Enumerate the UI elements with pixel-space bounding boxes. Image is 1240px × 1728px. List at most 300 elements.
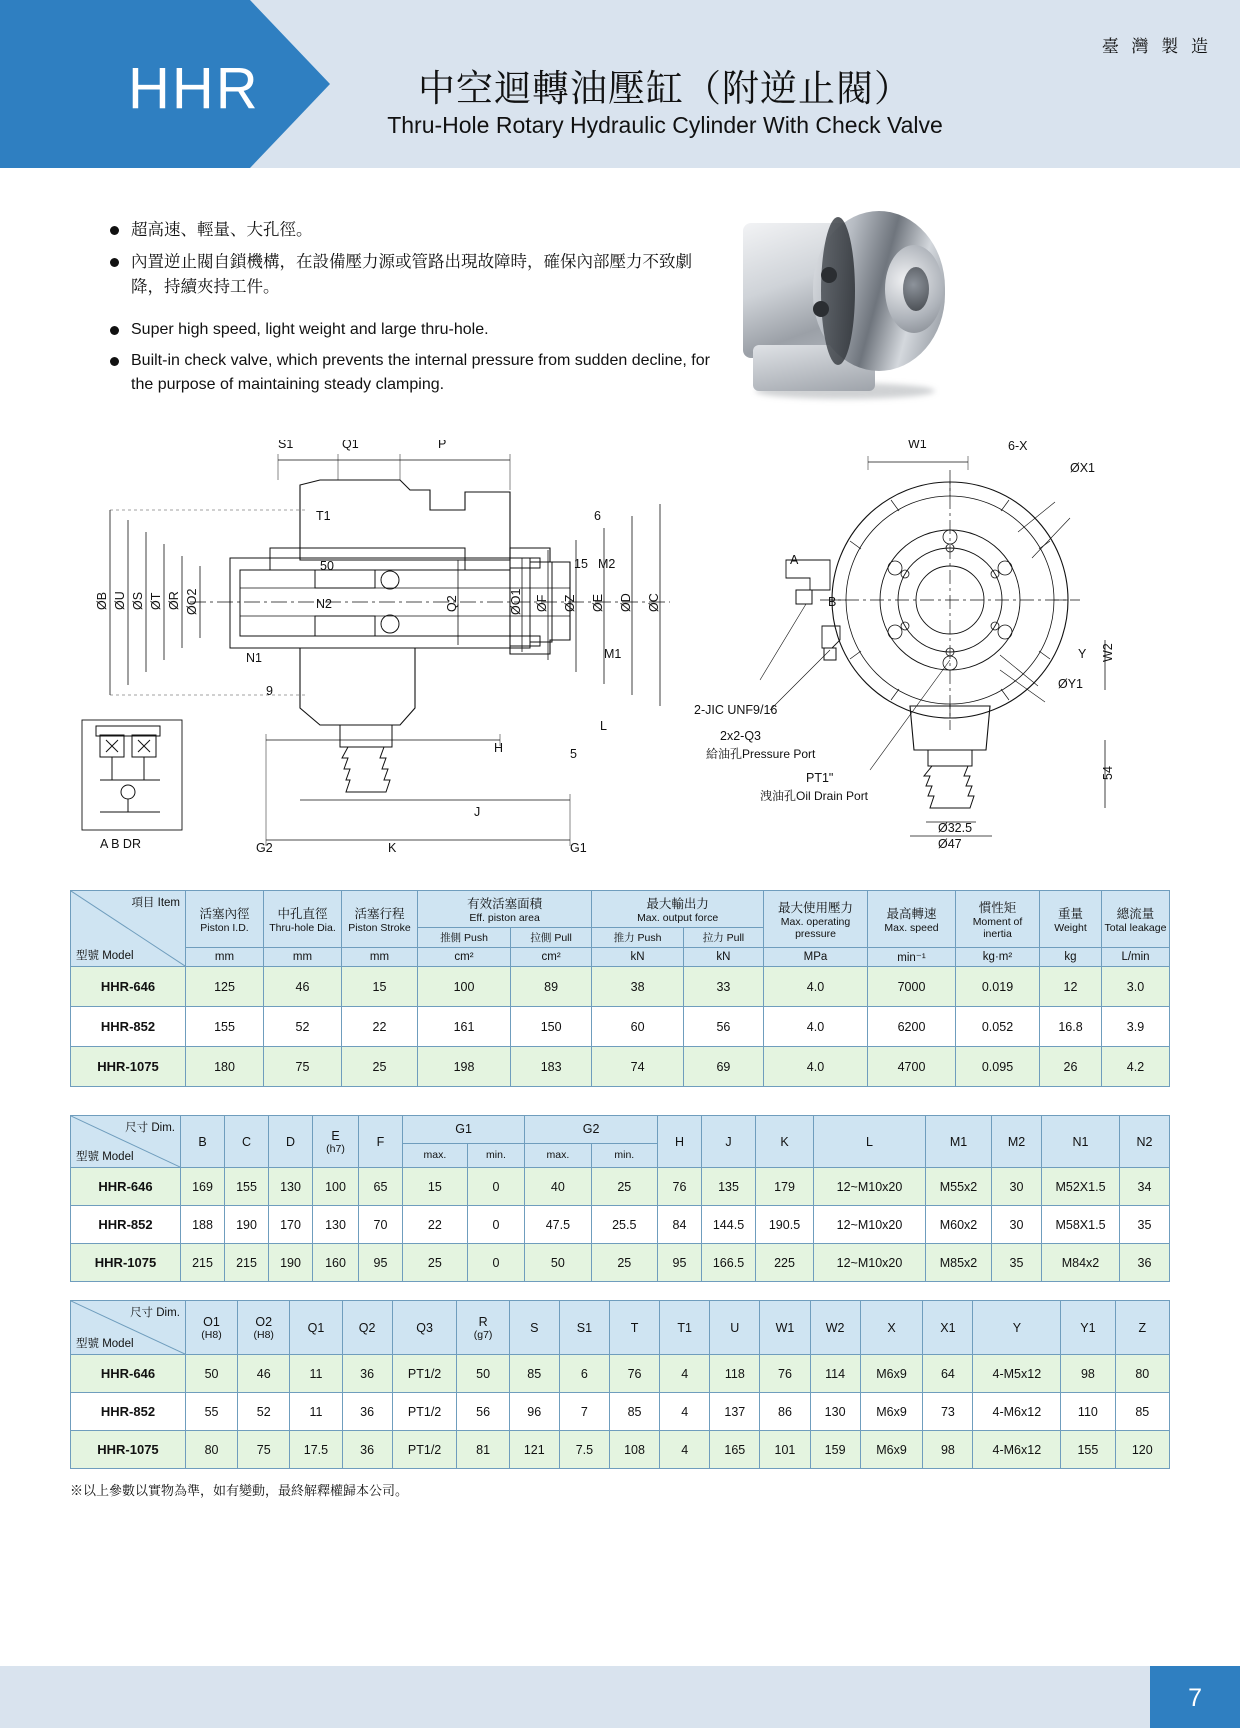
cell: 46: [238, 1355, 290, 1393]
col-leakage-en: Total leakage: [1104, 921, 1167, 934]
group-piston-area-en: Eff. piston area: [469, 911, 540, 924]
cell: 121: [509, 1431, 559, 1469]
cell: 144.5: [702, 1206, 756, 1244]
cell: 76: [658, 1168, 702, 1206]
col-weight-en: Weight: [1054, 921, 1087, 934]
table-row: [71, 1047, 1170, 1087]
col-e-label: E: [331, 1128, 340, 1143]
cell: 55: [185, 1393, 237, 1431]
row-model: HHR-1075: [71, 1244, 181, 1282]
subcol-force-push: 推力 Push: [592, 927, 684, 947]
col-max-pressure-en: Max. operating pressure: [780, 915, 851, 940]
page-title-cn: 中空迴轉油壓缸（附逆止閥）: [418, 68, 912, 109]
table-row: [71, 1007, 1170, 1047]
cell: 69: [683, 1047, 763, 1087]
col-m2: M2: [992, 1116, 1042, 1168]
dim-label-t1: T1: [316, 509, 331, 523]
photo-port-bolt-icon: [821, 267, 837, 283]
dim-label-g2: G2: [256, 841, 273, 855]
cell: 100: [418, 967, 511, 1007]
dim-label-9: 9: [266, 684, 273, 698]
photo-port-bolt-icon: [813, 301, 829, 317]
dim-label-m2: M2: [598, 557, 616, 571]
col-g1: G1: [403, 1116, 525, 1144]
cell: 25.5: [591, 1206, 657, 1244]
cell: 46: [264, 967, 342, 1007]
row-model: HHR-646: [71, 967, 186, 1007]
col-q1: Q1: [290, 1301, 342, 1355]
feature-item: [110, 318, 710, 342]
cell: 95: [658, 1244, 702, 1282]
col-weight-cn: 重量: [1057, 906, 1083, 921]
dim-label-p: P: [438, 440, 447, 451]
cell: 25: [591, 1244, 657, 1282]
feature-text-en-1: Super high speed, light weight and large thru-hole.: [131, 321, 489, 339]
cell: M55x2: [926, 1168, 992, 1206]
view-marker-a: A: [790, 553, 799, 567]
group-piston-area-cn: 有效活塞面積: [467, 896, 543, 911]
cell: PT1/2: [392, 1355, 457, 1393]
cell: 85: [609, 1393, 659, 1431]
table3-corner-model: 型號 Model: [76, 1338, 134, 1350]
group-output-cn: 最大輸出力: [646, 896, 709, 911]
cell: 4-M6x12: [973, 1393, 1061, 1431]
col-d: D: [269, 1116, 313, 1168]
cell: 22: [403, 1206, 468, 1244]
dim-label-diam-z: ØZ: [563, 594, 577, 612]
col-o2-sub: (H8): [253, 1328, 274, 1341]
dim-label-w1: W1: [908, 440, 927, 451]
cell: 80: [1115, 1355, 1169, 1393]
cell: 76: [609, 1355, 659, 1393]
col-s: S: [509, 1301, 559, 1355]
unit-speed: min⁻¹: [868, 947, 956, 966]
cell: 159: [810, 1431, 860, 1469]
col-inertia-cn: 慣性矩: [978, 900, 1017, 915]
dim-label-6-x: 6-X: [1008, 440, 1028, 453]
row-model: HHR-646: [71, 1168, 181, 1206]
cell: 89: [511, 967, 592, 1007]
cell: 98: [923, 1431, 973, 1469]
dim-label-diam-o2: ØO2: [185, 588, 199, 615]
col-o1-label: O1: [203, 1314, 220, 1329]
dim-label-6: 6: [594, 509, 601, 523]
col-n1: N1: [1042, 1116, 1120, 1168]
col-max-speed-en: Max. speed: [884, 921, 939, 934]
group-output-en: Max. output force: [637, 911, 719, 924]
col-inertia-en: Moment of inertia: [972, 915, 1023, 940]
row-model: HHR-852: [71, 1206, 181, 1244]
feature-item: [110, 250, 710, 300]
col-w1: W1: [760, 1301, 810, 1355]
col-q3: Q3: [392, 1301, 457, 1355]
cell: 215: [181, 1244, 225, 1282]
cell: 12~M10x20: [814, 1168, 926, 1206]
cell: 75: [264, 1047, 342, 1087]
cell: M60x2: [926, 1206, 992, 1244]
cell: 0: [467, 1206, 524, 1244]
table-row: [71, 1206, 1170, 1244]
dim-label-g1: G1: [570, 841, 587, 855]
dim-label-54: 54: [1101, 766, 1115, 780]
cell: 179: [756, 1168, 814, 1206]
callout-pressure-port: 給油孔Pressure Port: [706, 747, 816, 761]
table1-corner-item: 項目 Item: [131, 897, 180, 909]
made-in-label: 臺 灣 製 造: [1101, 37, 1212, 56]
cell: 22: [342, 1007, 418, 1047]
cell: 100: [313, 1168, 359, 1206]
unit-inertia: kg·m²: [956, 947, 1040, 966]
cell: 114: [810, 1355, 860, 1393]
cell: M85x2: [926, 1244, 992, 1282]
col-piston-id: [186, 891, 264, 948]
cell: 4700: [868, 1047, 956, 1087]
col-max-pressure-cn: 最大使用壓力: [777, 900, 853, 915]
cell: M52X1.5: [1042, 1168, 1120, 1206]
row-model: HHR-852: [71, 1393, 186, 1431]
col-u: U: [710, 1301, 760, 1355]
cell: 15: [403, 1168, 468, 1206]
cell: 34: [1120, 1168, 1170, 1206]
dim-label-diam-d: ØD: [619, 593, 633, 612]
col-o1-sub: (H8): [201, 1328, 222, 1341]
table-row: [71, 1393, 1170, 1431]
cell: 0.019: [956, 967, 1040, 1007]
subcol-force-pull: 拉力 Pull: [683, 927, 763, 947]
col-weight: [1040, 891, 1102, 948]
feature-item: [110, 349, 710, 397]
cell: 6200: [868, 1007, 956, 1047]
cell: 3.9: [1102, 1007, 1170, 1047]
cell: 166.5: [702, 1244, 756, 1282]
cell: 0: [467, 1168, 524, 1206]
cell: 7000: [868, 967, 956, 1007]
cell: 118: [710, 1355, 760, 1393]
callout-jic: 2-JIC UNF9/16: [694, 703, 778, 717]
cell: 137: [710, 1393, 760, 1431]
cell: 56: [683, 1007, 763, 1047]
dim-label-q2: Q2: [445, 595, 459, 612]
cell: 25: [403, 1244, 468, 1282]
cell: 4.0: [764, 1047, 868, 1087]
callout-2x2q3: 2x2-Q3: [720, 729, 761, 743]
dim-label-50: 50: [320, 559, 334, 573]
cell: 7: [559, 1393, 609, 1431]
cell: 76: [760, 1355, 810, 1393]
col-t1: T1: [660, 1301, 710, 1355]
cell: 96: [509, 1393, 559, 1431]
unit-piston-id: mm: [186, 947, 264, 966]
col-y: Y: [973, 1301, 1061, 1355]
unit-weight: kg: [1040, 947, 1102, 966]
table1-corner-cell: [71, 891, 186, 967]
cell: 155: [225, 1168, 269, 1206]
cell: 26: [1040, 1047, 1102, 1087]
col-leakage-cn: 總流量: [1116, 906, 1155, 921]
cell: 130: [810, 1393, 860, 1431]
page-title-en: Thru-Hole Rotary Hydraulic Cylinder With Check Valve: [387, 112, 943, 138]
col-leakage: [1102, 891, 1170, 948]
dim-label-k: K: [388, 841, 397, 855]
cell: 190.5: [756, 1206, 814, 1244]
col-x1: X1: [923, 1301, 973, 1355]
cell: 183: [511, 1047, 592, 1087]
cell: 7.5: [559, 1431, 609, 1469]
page-footer: [0, 1666, 1240, 1728]
cell: 190: [225, 1206, 269, 1244]
cell: 4: [660, 1393, 710, 1431]
cell: M6x9: [860, 1431, 923, 1469]
disclaimer-note: ※以上參數以實物為準，如有變動，最終解釋權歸本公司。: [70, 1483, 409, 1498]
unit-leakage: L/min: [1102, 947, 1170, 966]
dim-label-n2: N2: [316, 597, 332, 611]
col-r: [457, 1301, 509, 1355]
col-thru-hole: [264, 891, 342, 948]
cell: 64: [923, 1355, 973, 1393]
spec-table-dimensions-1: [70, 1115, 1170, 1282]
dim-label-5: 5: [570, 747, 577, 761]
dim-label-diam-u: ØU: [113, 591, 127, 610]
page-number: 7: [1188, 1684, 1202, 1712]
col-m1: M1: [926, 1116, 992, 1168]
cell: M58X1.5: [1042, 1206, 1120, 1244]
cell: 25: [591, 1168, 657, 1206]
col-r-sub: (g7): [473, 1328, 493, 1341]
cell: 198: [418, 1047, 511, 1087]
row-model: HHR-852: [71, 1007, 186, 1047]
cell: 50: [185, 1355, 237, 1393]
col-g2: G2: [525, 1116, 658, 1144]
cell: 225: [756, 1244, 814, 1282]
cell: 165: [710, 1431, 760, 1469]
cell: 98: [1061, 1355, 1115, 1393]
cell: 56: [457, 1393, 509, 1431]
cell: 190: [269, 1244, 313, 1282]
col-o2-label: O2: [255, 1314, 273, 1329]
feature-text-en-2: Built-in check valve, which prevents the internal pressure from sudden decline, for the purpose of maintaining steady clamping.: [131, 352, 710, 394]
product-photo: [735, 205, 970, 420]
cell: 85: [1115, 1393, 1169, 1431]
dim-label-diam-f: ØF: [535, 594, 549, 612]
row-model: HHR-1075: [71, 1431, 186, 1469]
cell: 4-M5x12: [973, 1355, 1061, 1393]
dim-label-j: J: [474, 805, 481, 819]
col-f: F: [359, 1116, 403, 1168]
col-group-output-force: [592, 891, 764, 928]
cell: 11: [290, 1393, 342, 1431]
page-header: [0, 0, 1240, 168]
dim-label-diam-t: ØT: [149, 592, 163, 610]
col-o2: [238, 1301, 290, 1355]
col-max-speed-cn: 最高轉速: [886, 906, 937, 921]
cell: 95: [359, 1244, 403, 1282]
row-model: HHR-1075: [71, 1047, 186, 1087]
col-q2: Q2: [342, 1301, 392, 1355]
col-stroke-en: Piston Stroke: [348, 921, 411, 934]
cell: 125: [186, 967, 264, 1007]
dim-label-m1: M1: [604, 647, 622, 661]
cell: 15: [342, 967, 418, 1007]
photo-ring: [821, 217, 855, 365]
cell: M6x9: [860, 1355, 923, 1393]
cell: 85: [509, 1355, 559, 1393]
cell: 35: [1120, 1206, 1170, 1244]
dim-label-q1: Q1: [342, 440, 359, 451]
col-b: B: [181, 1116, 225, 1168]
subcol-g2-max: max.: [525, 1143, 591, 1167]
cell: M84x2: [1042, 1244, 1120, 1282]
valve-port-label: A B DR: [100, 837, 141, 851]
col-max-pressure: [764, 891, 868, 948]
dim-label-diam-x1: ØX1: [1070, 461, 1096, 475]
col-stroke: [342, 891, 418, 948]
unit-pressure: MPa: [764, 947, 868, 966]
callout-oil-drain-port: 洩油孔Oil Drain Port: [760, 789, 869, 803]
table-row: [71, 1168, 1170, 1206]
col-w2: W2: [810, 1301, 860, 1355]
col-r-label: R: [478, 1314, 488, 1329]
cell: 50: [525, 1244, 591, 1282]
cell: 38: [592, 967, 684, 1007]
cell: 36: [342, 1393, 392, 1431]
cell: 161: [418, 1007, 511, 1047]
feature-item: [110, 218, 710, 243]
dim-label-diam-o1: ØO1: [509, 588, 523, 615]
table-row: [71, 967, 1170, 1007]
cell: 52: [238, 1393, 290, 1431]
cell: 169: [181, 1168, 225, 1206]
col-n2: N2: [1120, 1116, 1170, 1168]
cell: 30: [992, 1206, 1042, 1244]
dim-label-diam-r: ØR: [167, 591, 181, 610]
col-t: T: [609, 1301, 659, 1355]
dim-label-n1: N1: [246, 651, 262, 665]
cell: 73: [923, 1393, 973, 1431]
dim-label-diam-e: ØE: [591, 593, 605, 612]
dim-label-s1: S1: [278, 440, 294, 451]
cell: 86: [760, 1393, 810, 1431]
spec-table-performance: [70, 890, 1170, 1087]
cell: 80: [185, 1431, 237, 1469]
cell: 47.5: [525, 1206, 591, 1244]
cell: 17.5: [290, 1431, 342, 1469]
cell: 4: [660, 1431, 710, 1469]
cell: 16.8: [1040, 1007, 1102, 1047]
cell: 4.2: [1102, 1047, 1170, 1087]
cell: 101: [760, 1431, 810, 1469]
subcol-g1-max: max.: [403, 1143, 468, 1167]
cell: 36: [342, 1431, 392, 1469]
dim-label-diam-47: Ø47: [938, 837, 962, 851]
col-y1: Y1: [1061, 1301, 1115, 1355]
unit-force-pull: kN: [683, 947, 763, 966]
cell: 155: [186, 1007, 264, 1047]
col-group-piston-area: [418, 891, 592, 928]
table-row: [71, 1244, 1170, 1282]
cell: 170: [269, 1206, 313, 1244]
cell: 180: [186, 1047, 264, 1087]
cell: M6x9: [860, 1393, 923, 1431]
cell: 74: [592, 1047, 684, 1087]
unit-area-push: cm²: [418, 947, 511, 966]
table3-corner-dim: 尺寸 Dim.: [130, 1307, 180, 1319]
bullet-icon: [110, 357, 119, 366]
col-j: J: [702, 1116, 756, 1168]
cell: 35: [992, 1244, 1042, 1282]
bullet-icon: [110, 326, 119, 335]
technical-drawing: [70, 440, 1170, 880]
cell: 36: [342, 1355, 392, 1393]
cell: 12~M10x20: [814, 1206, 926, 1244]
col-s1: S1: [559, 1301, 609, 1355]
table3-corner-cell: [71, 1301, 186, 1355]
feature-text-cn-1: 超高速、輕量、大孔徑。: [131, 221, 313, 239]
unit-force-push: kN: [592, 947, 684, 966]
unit-area-pull: cm²: [511, 947, 592, 966]
col-max-speed: [868, 891, 956, 948]
cell: 120: [1115, 1431, 1169, 1469]
cell: 12: [1040, 967, 1102, 1007]
col-piston-id-cn: 活塞內徑: [199, 906, 250, 921]
col-l: L: [814, 1116, 926, 1168]
col-x: X: [860, 1301, 923, 1355]
bullet-icon: [110, 226, 119, 235]
col-stroke-cn: 活塞行程: [354, 906, 405, 921]
feature-text-cn-2: 內置逆止閥自鎖機構，在設備壓力源或管路出現故障時，確保內部壓力不致劇降，持續夾持工件。: [131, 252, 692, 296]
dim-label-diam-s: ØS: [131, 591, 145, 610]
cell: 52: [264, 1007, 342, 1047]
cell: 130: [269, 1168, 313, 1206]
col-piston-id-en: Piston I.D.: [200, 921, 249, 934]
callout-pt1: PT1": [806, 771, 834, 785]
cell: 50: [457, 1355, 509, 1393]
col-c: C: [225, 1116, 269, 1168]
cell: 33: [683, 967, 763, 1007]
cell: PT1/2: [392, 1393, 457, 1431]
cell: 30: [992, 1168, 1042, 1206]
col-k: K: [756, 1116, 814, 1168]
spec-table-dimensions-2: [70, 1300, 1170, 1469]
col-thru-hole-en: Thru-hole Dia.: [269, 921, 336, 934]
table2-corner-cell: [71, 1116, 181, 1168]
cell: 215: [225, 1244, 269, 1282]
cell: 155: [1061, 1431, 1115, 1469]
dim-label-y: Y: [1078, 647, 1087, 661]
dim-label-15: 15: [574, 557, 588, 571]
dim-label-h: H: [494, 741, 504, 755]
cell: 84: [658, 1206, 702, 1244]
table2-corner-dim: 尺寸 Dim.: [125, 1122, 175, 1134]
cell: 160: [313, 1244, 359, 1282]
cell: 3.0: [1102, 967, 1170, 1007]
col-inertia: [956, 891, 1040, 948]
dim-label-l: L: [600, 719, 607, 733]
subcol-g2-min: min.: [591, 1143, 657, 1167]
subcol-area-pull: 拉側 Pull: [511, 927, 592, 947]
cell: 108: [609, 1431, 659, 1469]
col-thru-hole-cn: 中孔直徑: [277, 906, 328, 921]
subcol-area-push: 推側 Push: [418, 927, 511, 947]
cell: 4: [660, 1355, 710, 1393]
table2-corner-model: 型號 Model: [76, 1151, 134, 1163]
cell: 11: [290, 1355, 342, 1393]
cell: 0.095: [956, 1047, 1040, 1087]
unit-thru-hole: mm: [264, 947, 342, 966]
bullet-icon: [110, 258, 119, 267]
col-z: Z: [1115, 1301, 1169, 1355]
col-o1: [185, 1301, 237, 1355]
row-model: HHR-646: [71, 1355, 186, 1393]
